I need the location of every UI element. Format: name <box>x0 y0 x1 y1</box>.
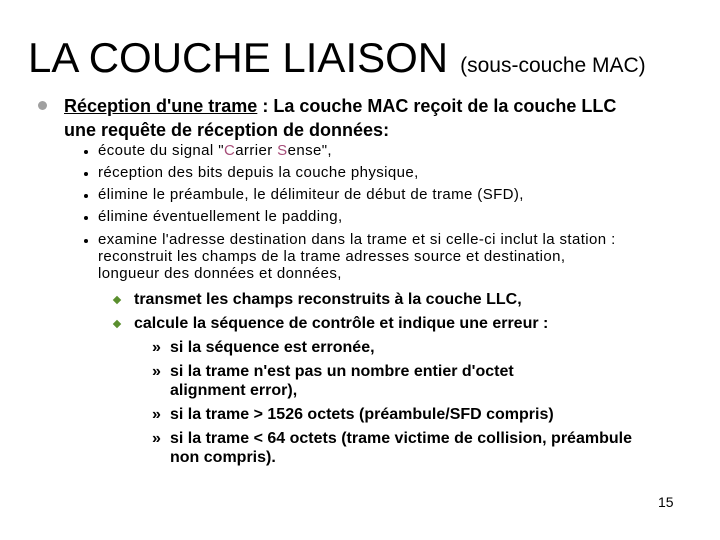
level2-item: réception des bits depuis la couche physique, <box>98 164 419 181</box>
bullet-dot-icon <box>38 101 47 110</box>
level2-item: élimine le préambule, le délimiteur de début de trame (SFD), <box>98 186 524 203</box>
bullet-small-icon <box>84 150 88 154</box>
level2-item: écoute du signal "Carrier Sense", <box>98 142 332 159</box>
level4-item: si la séquence est erronée, <box>170 339 375 356</box>
level3-item: calcule la séquence de contrôle et indique une erreur : <box>134 315 549 332</box>
bullet-small-icon <box>84 194 88 198</box>
bullet-small-icon <box>84 216 88 220</box>
bullet-small-icon <box>84 172 88 176</box>
diamond-bullet-icon <box>113 296 121 304</box>
level4-item: si la trame < 64 octets (trame victime de collision, préambule non compris). <box>170 430 632 466</box>
level1-paragraph <box>64 94 704 142</box>
level1-text-line2: une requête de réception de données: <box>64 120 390 140</box>
chevron-right-icon: » <box>152 430 161 447</box>
level4-item: si la trame n'est pas un nombre entier d'octet alignment error), <box>170 363 514 399</box>
slide-title <box>28 34 646 82</box>
chevron-right-icon: » <box>152 363 161 380</box>
level4-item: si la trame > 1526 octets (préambule/SFD compris) <box>170 406 554 423</box>
chevron-right-icon: » <box>152 339 161 356</box>
page-number: 15 <box>658 494 674 510</box>
level1-underlined-term: Réception d'une trame <box>64 96 258 116</box>
bullet-small-icon <box>84 239 88 243</box>
level1-text: : La couche MAC reçoit de la couche LLC <box>257 96 617 116</box>
title-main: LA COUCHE LIAISON <box>28 34 449 81</box>
chevron-right-icon: » <box>152 406 161 423</box>
highlight-letter-s: S <box>277 142 288 159</box>
level2-item: élimine éventuellement le padding, <box>98 208 343 225</box>
title-subtitle: (sous-couche MAC) <box>460 54 646 77</box>
diamond-bullet-icon <box>113 320 121 328</box>
highlight-letter-c: C <box>223 142 236 159</box>
level2-item: examine l'adresse destination dans la trame et si celle-ci inclut la station : reconstruit les champs de la trame adresses source et destination, longueur des données et données, <box>98 231 616 282</box>
level3-item: transmet les champs reconstruits à la couche LLC, <box>134 291 522 308</box>
